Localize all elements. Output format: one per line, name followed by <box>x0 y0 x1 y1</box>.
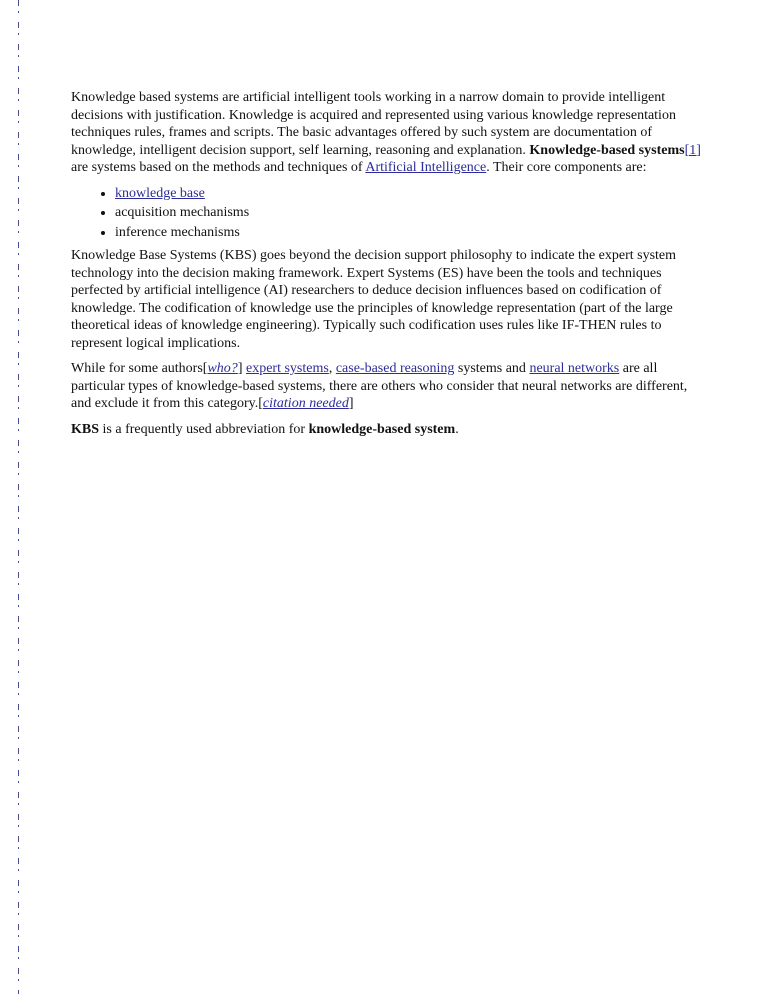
authors-text-2: systems and <box>454 361 530 376</box>
bold-term-knowledge-based-systems: Knowledge-based systems <box>529 142 685 158</box>
citation-needed-link[interactable]: citation needed <box>262 396 349 411</box>
bracket-open: [ <box>202 361 208 376</box>
bracket-close: ] <box>237 361 243 376</box>
expert-systems-link[interactable]: expert systems <box>245 361 329 376</box>
left-edge-marks <box>18 0 21 994</box>
list-item <box>115 185 701 203</box>
kbs-term: KBS <box>71 421 100 437</box>
intro-text: Knowledge based systems are artificial intelligent tools working in a narrow domain to provide intelligent decisions with justification. Knowledge is acquired and represented using various knowledge representation techniques rules, frames and scripts. The basic advantages offered by such system are documentation of knowledge, intelligent decision support, self learning, reasoning and explanation. <box>71 90 676 158</box>
artificial-intelligence-link[interactable]: Artificial Intelligence <box>365 160 487 175</box>
abbreviation-text: is a frequently used abbreviation for <box>99 421 309 437</box>
knowledge-base-link[interactable]: knowledge base <box>115 185 205 201</box>
intro-text-2: are systems based on the methods and techniques of <box>71 160 366 175</box>
article-body <box>71 89 701 446</box>
intro-paragraph <box>71 89 701 177</box>
cite-bracket-open: [ <box>258 396 263 411</box>
authors-paragraph <box>71 360 701 413</box>
reference-link-1[interactable]: [1] <box>684 142 701 158</box>
neural-networks-link[interactable]: neural networks <box>529 361 620 376</box>
core-components-list <box>71 185 701 242</box>
authors-text-3: are all particular types of knowledge-based systems, there are others who consider that neural networks are different, and exclude it from this category. <box>71 361 688 411</box>
who-link[interactable]: who? <box>207 361 238 376</box>
case-based-reasoning-link[interactable]: case-based reasoning <box>335 361 455 376</box>
authors-text: While for some authors <box>71 361 203 376</box>
comma-text: , <box>328 361 336 376</box>
abbreviation-paragraph <box>71 421 701 439</box>
abbreviation-end: . <box>455 421 459 437</box>
full-term: knowledge-based system <box>308 421 456 437</box>
kbs-paragraph: Knowledge Base Systems (KBS) goes beyond the decision support philosophy to indicate the expert system technology into the decision making framework. Expert Systems (ES) have been the tools and techniques perfected by artificial intelligence (AI) researchers to deduce decision influences based on codification of knowledge. The codification of knowledge use the principles of knowledge representation (part of the large theoretical ideas of knowledge engineering). Typically such codification uses rules like IF-THEN rules to represent logical implications. <box>71 248 677 351</box>
list-item: • inference mechanisms <box>115 224 701 242</box>
list-item: • acquisition mechanisms <box>115 204 701 222</box>
intro-text-3: . Their core components are: <box>486 160 647 175</box>
cite-bracket-close: ] <box>348 396 354 411</box>
